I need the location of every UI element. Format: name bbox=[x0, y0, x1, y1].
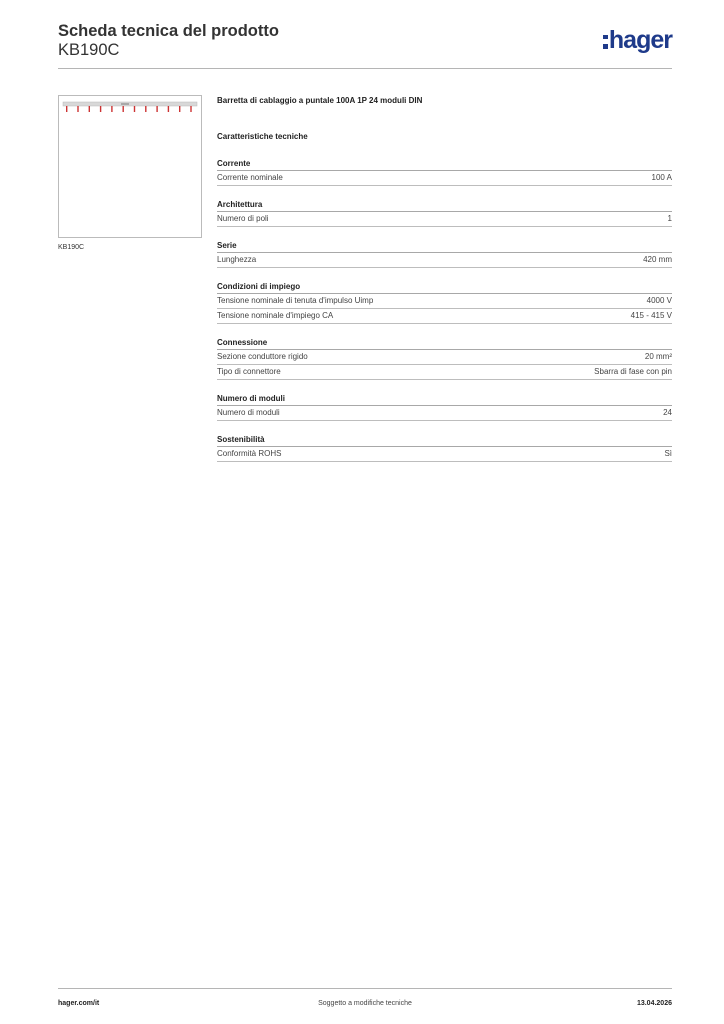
logo-wordmark: hager bbox=[608, 26, 672, 54]
hager-logo bbox=[603, 27, 672, 53]
spec-group-title: Condizioni di impiego bbox=[217, 280, 672, 294]
busbar-image bbox=[59, 96, 201, 237]
busbar-pin bbox=[123, 106, 124, 112]
spec-row bbox=[217, 365, 672, 380]
busbar-pin bbox=[89, 106, 90, 112]
spec-label: Tipo di connettore bbox=[217, 367, 281, 376]
spec-group-title: Sostenibilità bbox=[217, 433, 672, 447]
spec-value: Sbarra di fase con pin bbox=[594, 367, 672, 376]
spec-row bbox=[217, 406, 672, 421]
spec-row bbox=[217, 447, 672, 462]
spec-value: 100 A bbox=[651, 173, 672, 182]
spec-label: Lunghezza bbox=[217, 255, 257, 264]
page-header bbox=[58, 20, 672, 69]
footer-notice: Soggetto a modifiche tecniche bbox=[318, 1000, 412, 1007]
spec-label: Tensione nominale d'impiego CA bbox=[217, 311, 334, 320]
spec-value: 420 mm bbox=[643, 255, 672, 264]
busbar-pin bbox=[100, 106, 101, 112]
page-title: Scheda tecnica del prodotto bbox=[58, 22, 279, 40]
busbar-pin bbox=[179, 106, 180, 112]
spec-group-title: Architettura bbox=[217, 198, 672, 212]
busbar-pin bbox=[66, 106, 67, 112]
spec-row bbox=[217, 350, 672, 365]
spec-label: Sezione conduttore rigido bbox=[217, 352, 308, 361]
spec-row bbox=[217, 309, 672, 324]
image-caption: KB190C bbox=[58, 244, 85, 251]
spec-label: Conformità ROHS bbox=[217, 449, 282, 458]
spec-label: Numero di poli bbox=[217, 214, 269, 223]
spec-label: Numero di moduli bbox=[217, 408, 280, 417]
spec-value: 1 bbox=[667, 214, 672, 223]
footer-website: hager.com/it bbox=[58, 1000, 100, 1007]
busbar-pin bbox=[134, 106, 135, 112]
spec-value: 415 - 415 V bbox=[630, 311, 672, 320]
spec-value: 4000 V bbox=[646, 296, 672, 305]
spec-group-title: Connessione bbox=[217, 336, 672, 350]
spec-value: Sì bbox=[664, 449, 672, 458]
spec-label: Corrente nominale bbox=[217, 173, 283, 182]
busbar-pin bbox=[190, 106, 191, 112]
spec-group-title: Corrente bbox=[217, 157, 672, 171]
spec-row bbox=[217, 253, 672, 268]
busbar-pin bbox=[77, 106, 78, 112]
spec-section-heading: Caratteristiche tecniche bbox=[217, 132, 308, 141]
spec-value: 24 bbox=[663, 408, 672, 417]
spec-group-title: Serie bbox=[217, 239, 672, 253]
spec-groups bbox=[217, 157, 672, 462]
product-code: KB190C bbox=[58, 41, 120, 59]
spec-row bbox=[217, 171, 672, 186]
spec-value: 20 mm² bbox=[644, 352, 672, 361]
product-description: Barretta di cablaggio a puntale 100A 1P 24 moduli DIN bbox=[217, 96, 423, 105]
busbar-pin bbox=[156, 106, 157, 112]
busbar-pin bbox=[111, 106, 112, 112]
footer-date: 13.04.2026 bbox=[636, 1000, 672, 1007]
spec-group-title: Numero di moduli bbox=[217, 392, 672, 406]
product-image bbox=[58, 95, 202, 238]
busbar-pin bbox=[145, 106, 146, 112]
spec-label: Tensione nominale di tenuta d'impulso Uimp bbox=[217, 296, 374, 305]
busbar-pin bbox=[168, 106, 169, 112]
spec-content bbox=[217, 95, 672, 462]
page-footer bbox=[58, 988, 672, 1019]
spec-row bbox=[217, 294, 672, 309]
logo-colon-icon bbox=[603, 35, 608, 49]
spec-row bbox=[217, 212, 672, 227]
